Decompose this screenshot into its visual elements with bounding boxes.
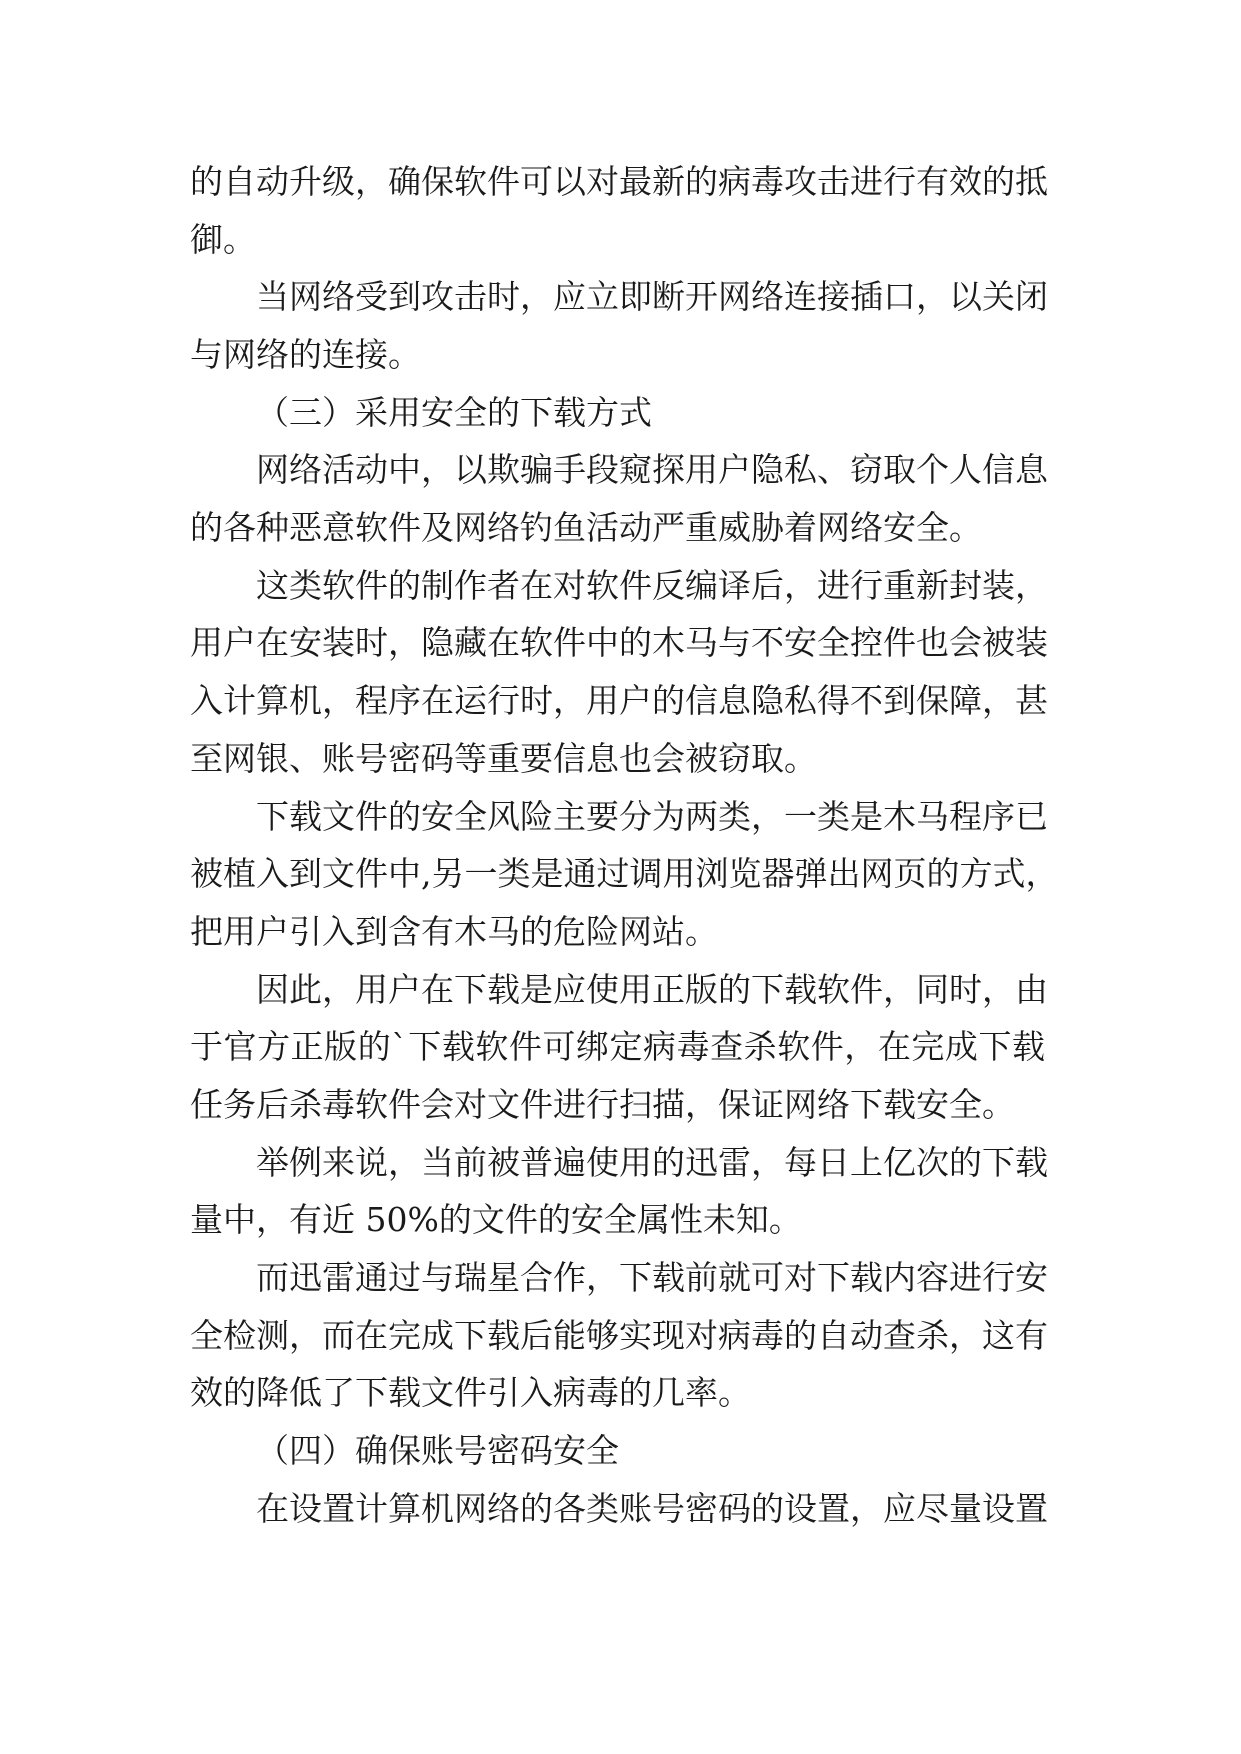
paragraph-line: 把用户引入到含有木马的危险网站。 (190, 912, 718, 951)
paragraph-line: 这类软件的制作者在对软件反编译后，进行重新封装， (256, 566, 1048, 605)
section-heading: （四）确保账号密码安全 (256, 1431, 619, 1470)
paragraph-line: 下载文件的安全风险主要分为两类，一类是木马程序已 (256, 797, 1048, 836)
paragraph-line: 入计算机，程序在运行时，用户的信息隐私得不到保障，甚 (190, 681, 1048, 720)
paragraph-line: 被植入到文件中,另一类是通过调用浏览器弹出网页的方式， (190, 854, 1059, 893)
paragraph-line: 御。 (190, 220, 256, 259)
paragraph-line: 与网络的连接。 (190, 335, 421, 374)
paragraph-line: 效的降低了下载文件引入病毒的几率。 (190, 1373, 751, 1412)
paragraph-line: 举例来说，当前被普遍使用的迅雷，每日上亿次的下载 (256, 1143, 1048, 1182)
paragraph-line: 在设置计算机网络的各类账号密码的设置，应尽量设置 (256, 1489, 1048, 1528)
paragraph-line: 网络活动中，以欺骗手段窥探用户隐私、窃取个人信息 (256, 450, 1048, 489)
paragraph-line: 的各种恶意软件及网络钓鱼活动严重威胁着网络安全。 (190, 508, 982, 547)
paragraph-line: 于官方正版的`下载软件可绑定病毒查杀软件，在完成下载 (190, 1027, 1045, 1066)
paragraph-line: 因此，用户在下载是应使用正版的下载软件，同时，由 (256, 970, 1048, 1009)
paragraph-line: 而迅雷通过与瑞星合作，下载前就可对下载内容进行安 (256, 1258, 1048, 1297)
paragraph-line: 的自动升级，确保软件可以对最新的病毒攻击进行有效的抵 (190, 162, 1048, 201)
paragraph-line: 当网络受到攻击时，应立即断开网络连接插口，以关闭 (256, 277, 1048, 316)
paragraph-line: 量中，有近 50%的文件的安全属性未知。 (190, 1200, 802, 1239)
paragraph-line: 全检测，而在完成下载后能够实现对病毒的自动查杀，这有 (190, 1316, 1048, 1355)
paragraph-line: 至网银、账号密码等重要信息也会被窃取。 (190, 739, 817, 778)
paragraph-line: 任务后杀毒软件会对文件进行扫描，保证网络下载安全。 (190, 1085, 1015, 1124)
section-heading: （三）采用安全的下载方式 (256, 393, 652, 432)
paragraph-line: 用户在安装时，隐藏在软件中的木马与不安全控件也会被装 (190, 623, 1048, 662)
